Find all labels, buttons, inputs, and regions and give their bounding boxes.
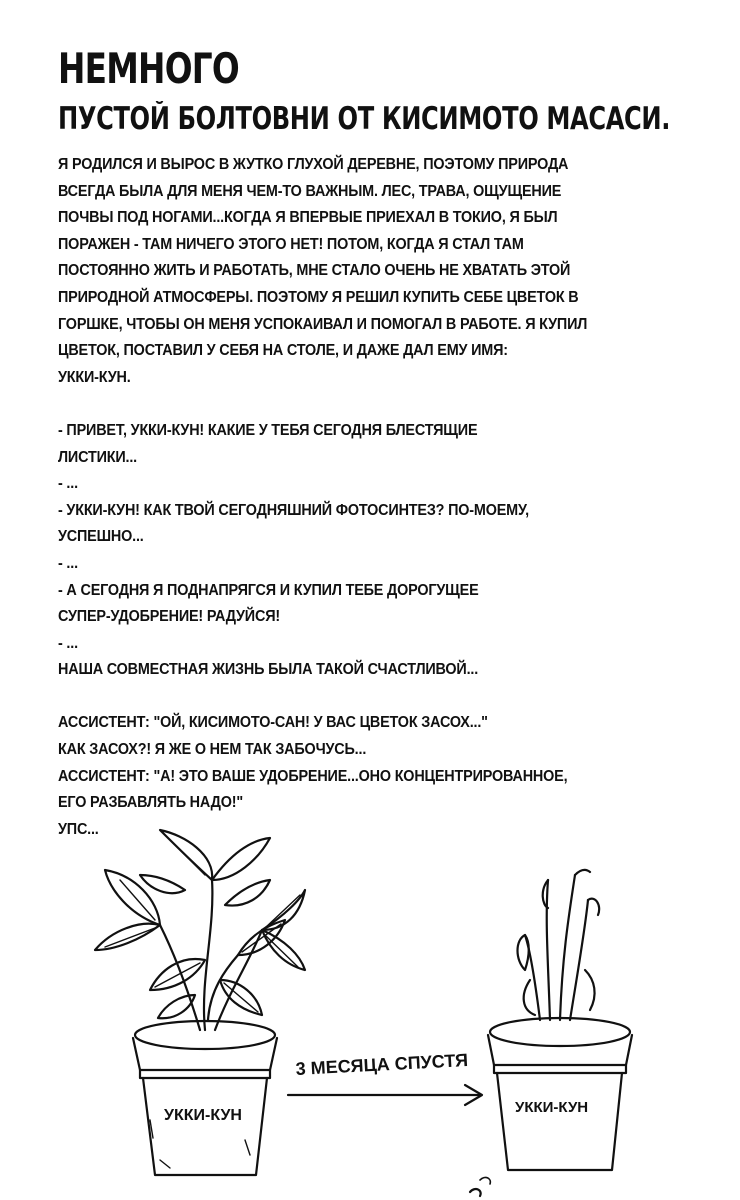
text-line: ПРИРОДНОЙ АТМОСФЕРЫ. ПОЭТОМУ Я РЕШИЛ КУПИТЬ СЕБЕ ЦВЕТОК В: [58, 288, 579, 306]
ending-line: КАК ЗАСОХ?! Я ЖЕ О НЕМ ТАК ЗАБОЧУСЬ...: [58, 741, 367, 759]
dialogue-line: - А СЕГОДНЯ Я ПОДНАПРЯГСЯ И КУПИЛ ТЕБЕ ДОРОГУЩЕЕ: [58, 581, 479, 599]
paragraph-gap: [58, 684, 646, 711]
page-title: НЕМНОГО: [58, 44, 239, 93]
text-line: ПОРАЖЕН - ТАМ НИЧЕГО ЭТОГО НЕТ! ПОТОМ, КОГДА Я СТАЛ ТАМ: [58, 235, 524, 253]
dialogue-line: - ПРИВЕТ, УККИ-КУН! КАКИЕ У ТЕБЯ СЕГОДНЯ БЛЕСТЯЩИЕ: [58, 421, 478, 439]
pot-label-right: УККИ-КУН: [515, 1099, 589, 1116]
arrow-caption: 3 МЕСЯЦА СПУСТЯ: [295, 1049, 469, 1079]
pot-label-left: УККИ-КУН: [164, 1107, 242, 1124]
plant-drawing: [0, 820, 740, 1200]
ending-line: АССИСТЕНТ: "А! ЭТО ВАШЕ УДОБРЕНИЕ...ОНО КОНЦЕНТРИРОВАННОЕ,: [58, 767, 568, 785]
text-line: ПОСТОЯННО ЖИТЬ И РАБОТАТЬ, МНЕ СТАЛО ОЧЕНЬ НЕ ХВАТАТЬ ЭТОЙ: [58, 262, 571, 280]
text-line: ЦВЕТОК, ПОСТАВИЛ У СЕБЯ НА СТОЛЕ, И ДАЖЕ ДАЛ ЕМУ ИМЯ:: [58, 342, 508, 360]
dialogue-line: - ...: [58, 554, 78, 572]
withered-plant-drawing: [470, 870, 632, 1196]
text-line: ГОРШКЕ, ЧТОБЫ ОН МЕНЯ УСПОКАИВАЛ И ПОМОГАЛ В РАБОТЕ. Я КУПИЛ: [58, 315, 588, 333]
dialogue-line: УСПЕШНО...: [58, 528, 144, 546]
dialogue-line: СУПЕР-УДОБРЕНИЕ! РАДУЙСЯ!: [58, 608, 280, 626]
text-line: УККИ-КУН.: [58, 368, 131, 386]
page-subtitle: ПУСТОЙ БОЛТОВНИ ОТ КИСИМОТО МАСАСИ.: [58, 101, 671, 137]
ending-line: УПС...: [58, 820, 99, 838]
ending-line: АССИСТЕНТ: "ОЙ, КИСИМОТО-САН! У ВАС ЦВЕТОК ЗАСОХ...": [58, 714, 488, 732]
dialogue-line: - УККИ-КУН! КАК ТВОЙ СЕГОДНЯШНИЙ ФОТОСИНТЕЗ? ПО-МОЕМУ,: [58, 501, 529, 519]
dialogue-line: - ...: [58, 475, 78, 493]
dialogue-line: ЛИСТИКИ...: [58, 448, 137, 466]
plant-illustration: [0, 820, 740, 1200]
dialogue-line: - ...: [58, 634, 78, 652]
time-arrow: [288, 1085, 482, 1105]
text-line: Я РОДИЛСЯ И ВЫРОС В ЖУТКО ГЛУХОЙ ДЕРЕВНЕ, ПОЭТОМУ ПРИРОДА: [58, 156, 569, 173]
text-line: ПОЧВЫ ПОД НОГАМИ...КОГДА Я ВПЕРВЫЕ ПРИЕХАЛ В ТОКИО, Я БЫЛ: [58, 209, 558, 227]
text-line: ВСЕГДА БЫЛА ДЛЯ МЕНЯ ЧЕМ-ТО ВАЖНЫМ. ЛЕС, ТРАВА, ОЩУЩЕНИЕ: [58, 182, 562, 200]
paragraph-gap: [58, 391, 646, 418]
note-text: [58, 152, 646, 843]
dialogue-line: НАША СОВМЕСТНАЯ ЖИЗНЬ БЫЛА ТАКОЙ СЧАСТЛИВОЙ...: [58, 661, 479, 679]
ending-line: ЕГО РАЗБАВЛЯТЬ НАДО!": [58, 794, 244, 812]
